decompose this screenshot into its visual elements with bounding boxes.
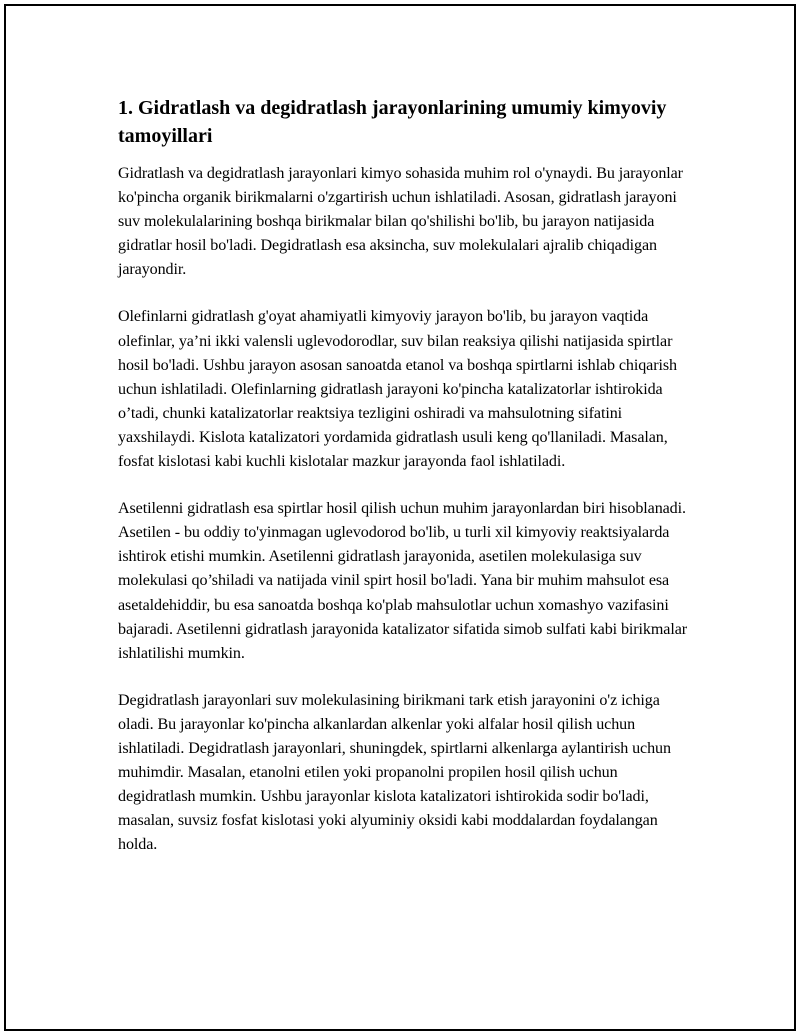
paragraph-intro: Gidratlash va degidratlash jarayonlari kimyo sohasida muhim rol o'ynaydi. Bu jarayonlar ko'pincha organik birikmalarni o'zgartirish uchun ishlatiladi. Asosan, gidratlash jarayoni suv molekulalarining boshqa birikmalar bilan qo'shilishi bo'lib, bu jarayon natijasida gidratlar hosil bo'ladi. Degidratlash esa aksincha, suv molekulalari ajralib chiqadigan jarayondir. (118, 165, 683, 279)
paragraph-dehydration: Degidratlash jarayonlari suv molekulasining birikmani tark etish jarayonini o'z ichiga oladi. Bu jarayonlar ko'pincha alkanlardan alkenlar yoki alfalar hosil qilish uchun ishlatiladi. Degidratlash jarayonlari, shuningdek, spirtlarni alkenlarga aylantirish uchun muhimdir. Masalan, etanolni etilen yoki propanolni propilen hosil qilish uchun degidratlash mumkin. Ushbu jarayonlar kislota katalizatori ishtirokida sodir bo'ladi, masalan, suvsiz fosfat kislotasi yoki alyuminiy oksidi kabi moddalardan foydalangan holda. (118, 691, 671, 854)
section-title: 1. Gidratlash va degidratlash jarayonlarining umumiy kimyoviy tamoyillari (118, 97, 667, 147)
paragraph-acetylene-hydration: Asetilenni gidratlash esa spirtlar hosil qilish uchun muhim jarayonlardan biri hisoblanadi. Asetilen - bu oddiy to'yinmagan uglevodorod bo'lib, u turli xil kimyoviy reaktsiyalarda ishtirok etishi mumkin. Asetilenni gidratlash jarayonida, asetilen molekulasiga suv molekulasi qo’shiladi va natijada vinil spirt hosil bo'ladi. Yana bir muhim mahsulot esa asetaldehiddir, bu esa sanoatda boshqa ko'plab mahsulotlar uchun xomashyo vazifasini bajaradi. Asetilenni gidratlash jarayonida katalizator sifatida simob sulfati kabi birikmalar ishlatilishi mumkin. (118, 500, 687, 662)
document-body (118, 94, 688, 880)
paragraph-olefin-hydration: Olefinlarni gidratlash g'oyat ahamiyatli kimyoviy jarayon bo'lib, bu jarayon vaqtida olefinlar, ya’ni ikki valensli uglevodorodlar, suv bilan reaksiya qilishi natijasida spirtlar hosil bo'ladi. Ushbu jarayon asosan sanoatda etanol va boshqa spirtlarni ishlab chiqarish uchun ishlatiladi. Olefinlarning gidratlash jarayoni ko'pincha katalizatorlar ishtirokida o’tadi, chunki katalizatorlar reaktsiya tezligini oshiradi va mahsulotning sifatini yaxshilaydi. Kislota katalizatori yordamida gidratlash usuli keng qo'llaniladi. Masalan, fosfat kislotasi kabi kuchli kislotalar mazkur jarayonda faol ishlatiladi. (118, 308, 677, 471)
